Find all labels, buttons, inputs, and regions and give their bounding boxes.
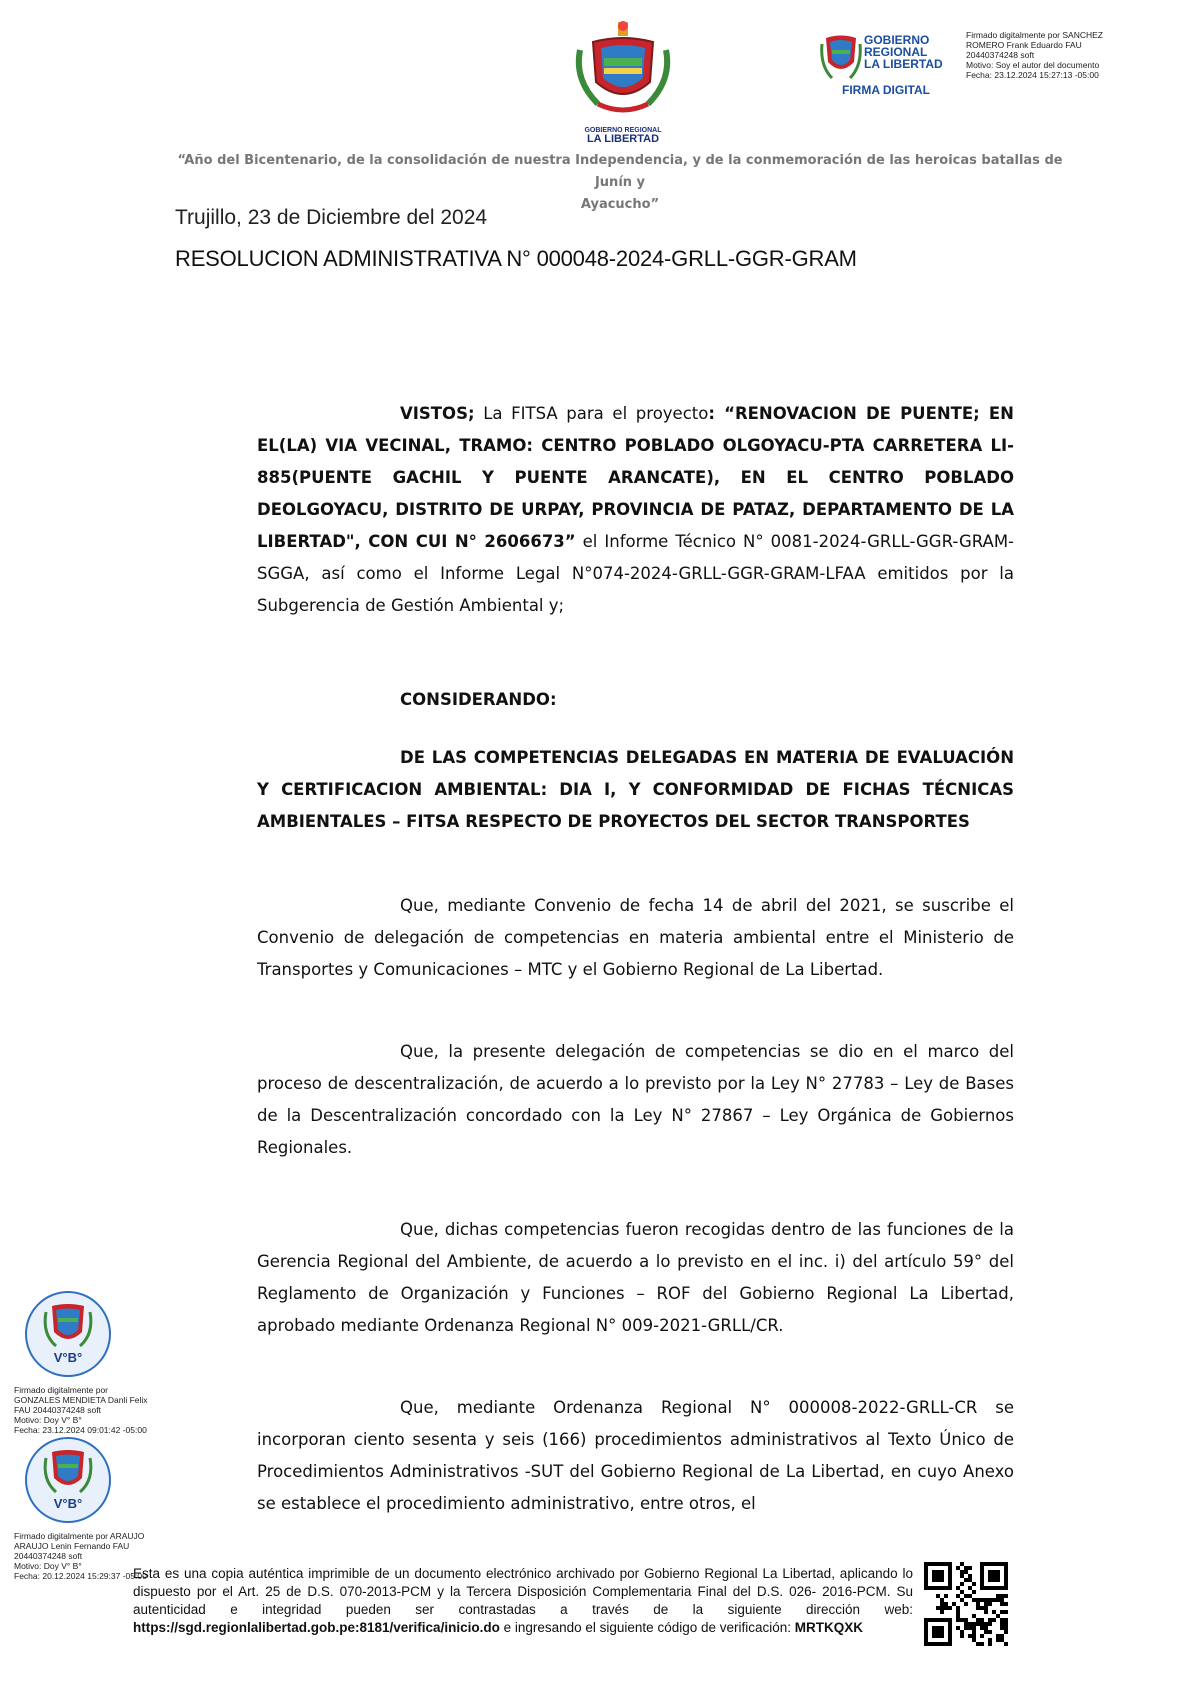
document-date: Trujillo, 23 de Diciembre del 2024 (175, 206, 488, 229)
verification-code: MRTKQXK (794, 1620, 864, 1635)
verification-qr-code (924, 1562, 1008, 1646)
vobo-meta-1: Firmado digitalmente por GONZALES MENDIETA Danli Felix FAU 20440374248 soft Motivo: Doy V° B° Fecha: 23.12.2024 09:01:42 -05:00 (14, 1385, 148, 1435)
vobo-label-2: V°B° (53, 1496, 83, 1511)
qr-code-icon (924, 1562, 1008, 1646)
vobo-label-1: V°B° (53, 1350, 83, 1365)
vobo-seal-2 (24, 1436, 112, 1524)
logo-caption-top: GOBIERNO REGIONAL (584, 127, 662, 134)
vobo-seal-1 (24, 1290, 112, 1378)
considerando-heading: CONSIDERANDO: (400, 690, 557, 709)
vistos-paragraph: VISTOS; La FITSA para el proyecto: “RENOVACION DE PUENTE; EN EL(LA) VIA VECINAL, TRAMO: CENTRO POBLADO OLGOYACU-PTA CARRETERA LI-885(PUENTE GACHIL Y PUENTE ARANCATE), EN EL CENTRO POBLADO DEOLGOYACU, DISTRITO DE URPAY, PROVINCIA DE PATAZ, DEPARTAMENTO DE LA LIBERTAD", CON CUI N° 2606673” el Informe Técnico N° 0081-2024-GRLL-GGR-GRAM-SGGA, así como el Informe Legal N°074-2024-GRLL-GGR-GRAM-LFAA emitidos por la Subgerencia de Gestión Ambiental y; (257, 404, 1015, 615)
firma-digital-label: FIRMA DIGITAL (842, 83, 930, 97)
year-motto: “Año del Bicentenario, de la consolidación de nuestra Independencia, y de la conmemoración de las heroicas batallas de Junín y Ayacucho” (177, 153, 1063, 212)
logo-caption-bottom: LA LIBERTAD (586, 133, 660, 145)
digital-signature-badge (818, 28, 968, 98)
coat-of-arms-icon (568, 20, 678, 120)
resolution-title: RESOLUCION ADMINISTRATIVA N° 000048-2024-GRLL-GGR-GRAM (175, 246, 857, 271)
vistos-label: VISTOS; (400, 404, 475, 423)
paragraph-1: Que, mediante Convenio de fecha 14 de abril del 2021, se suscribe el Convenio de delegación de competencias en materia ambiental entre el Ministerio de Transportes y Comunicaciones – MTC y el Gobierno Regional de La Libertad. (257, 896, 1014, 979)
author-signature-meta: Firmado digitalmente por SANCHEZ ROMERO Frank Eduardo FAU 20440374248 soft Motivo: Soy el autor del documento Fecha: 23.12.2024 15:27:13 -05:00 (966, 30, 1103, 80)
verification-footer: Esta es una copia auténtica imprimible de un documento electrónico archivado por Gobierno Regional La Libertad, aplicando lo dispuesto por el Art. 25 de D.S. 070-2013-PCM y la Tercera Disposición Complementaria Final del D.S. 026- 2016-PCM. Su autenticidad e integridad pueden ser contrastadas a través de la siguiente dirección web: https://sgd.regionlalibertad.gob.pe:8181/verifica/inicio.do e ingresando el siguiente código de verificación: MRTKQXK (133, 1566, 913, 1635)
small-coat-of-arms-icon (820, 30, 862, 84)
verification-url-link[interactable]: https://sgd.regionlalibertad.gob.pe:8181/verifica/inicio.do (133, 1620, 500, 1635)
regional-coat-of-arms-logo (568, 20, 678, 148)
project-name: : “RENOVACION DE PUENTE; EN EL(LA) VIA VECINAL, TRAMO: CENTRO POBLADO OLGOYACU-PTA CARRETERA LI-885(PUENTE GACHIL Y PUENTE ARANCATE), EN EL CENTRO POBLADO DEOLGOYACU, DISTRITO DE URPAY, PROVINCIA DE PATAZ, DEPARTAMENTO DE LA LIBERTAD", CON CUI N° 2606673” (257, 404, 1014, 551)
competencias-heading: DE LAS COMPETENCIAS DELEGADAS EN MATERIA DE EVALUACIÓN Y CERTIFICACION AMBIENTAL: DIA I, Y CONFORMIDAD DE FICHAS TÉCNICAS AMBIENTALES – FITSA RESPECTO DE PROYECTOS DEL SECTOR TRANSPORTES (257, 748, 1014, 831)
paragraph-4: Que, mediante Ordenanza Regional N° 000008-2022-GRLL-CR se incorporan ciento sesenta y seis (166) procedimientos administrativos al Texto Único de Procedimientos Administrativos -SUT del Gobierno Regional de La Libertad, en cuyo Anexo se establece el procedimiento administrativo, entre otros, el (257, 1398, 1014, 1513)
paragraph-2: Que, la presente delegación de competencias se dio en el marco del proceso de descentralización, de acuerdo a lo previsto por la Ley N° 27783 – Ley de Bases de la Descentralización concordado con la Ley N° 27867 – Ley Orgánica de Gobiernos Regionales. (257, 1042, 1014, 1157)
firma-org-name: GOBIERNO REGIONAL LA LIBERTAD (864, 33, 943, 71)
paragraph-3: Que, dichas competencias fueron recogidas dentro de las funciones de la Gerencia Regional del Ambiente, de acuerdo a lo previsto en el inc. i) del artículo 59° del Reglamento de Organización y Funciones – ROF del Gobierno Regional La Libertad, aprobado mediante Ordenanza Regional N° 009-2021-GRLL/CR. (257, 1220, 1014, 1335)
vobo-meta-2: Firmado digitalmente por ARAUJO ARAUJO Lenin Fernando FAU 20440374248 soft Motivo: Doy V° B° Fecha: 20.12.2024 15:29:37 -05:00 (14, 1531, 147, 1581)
